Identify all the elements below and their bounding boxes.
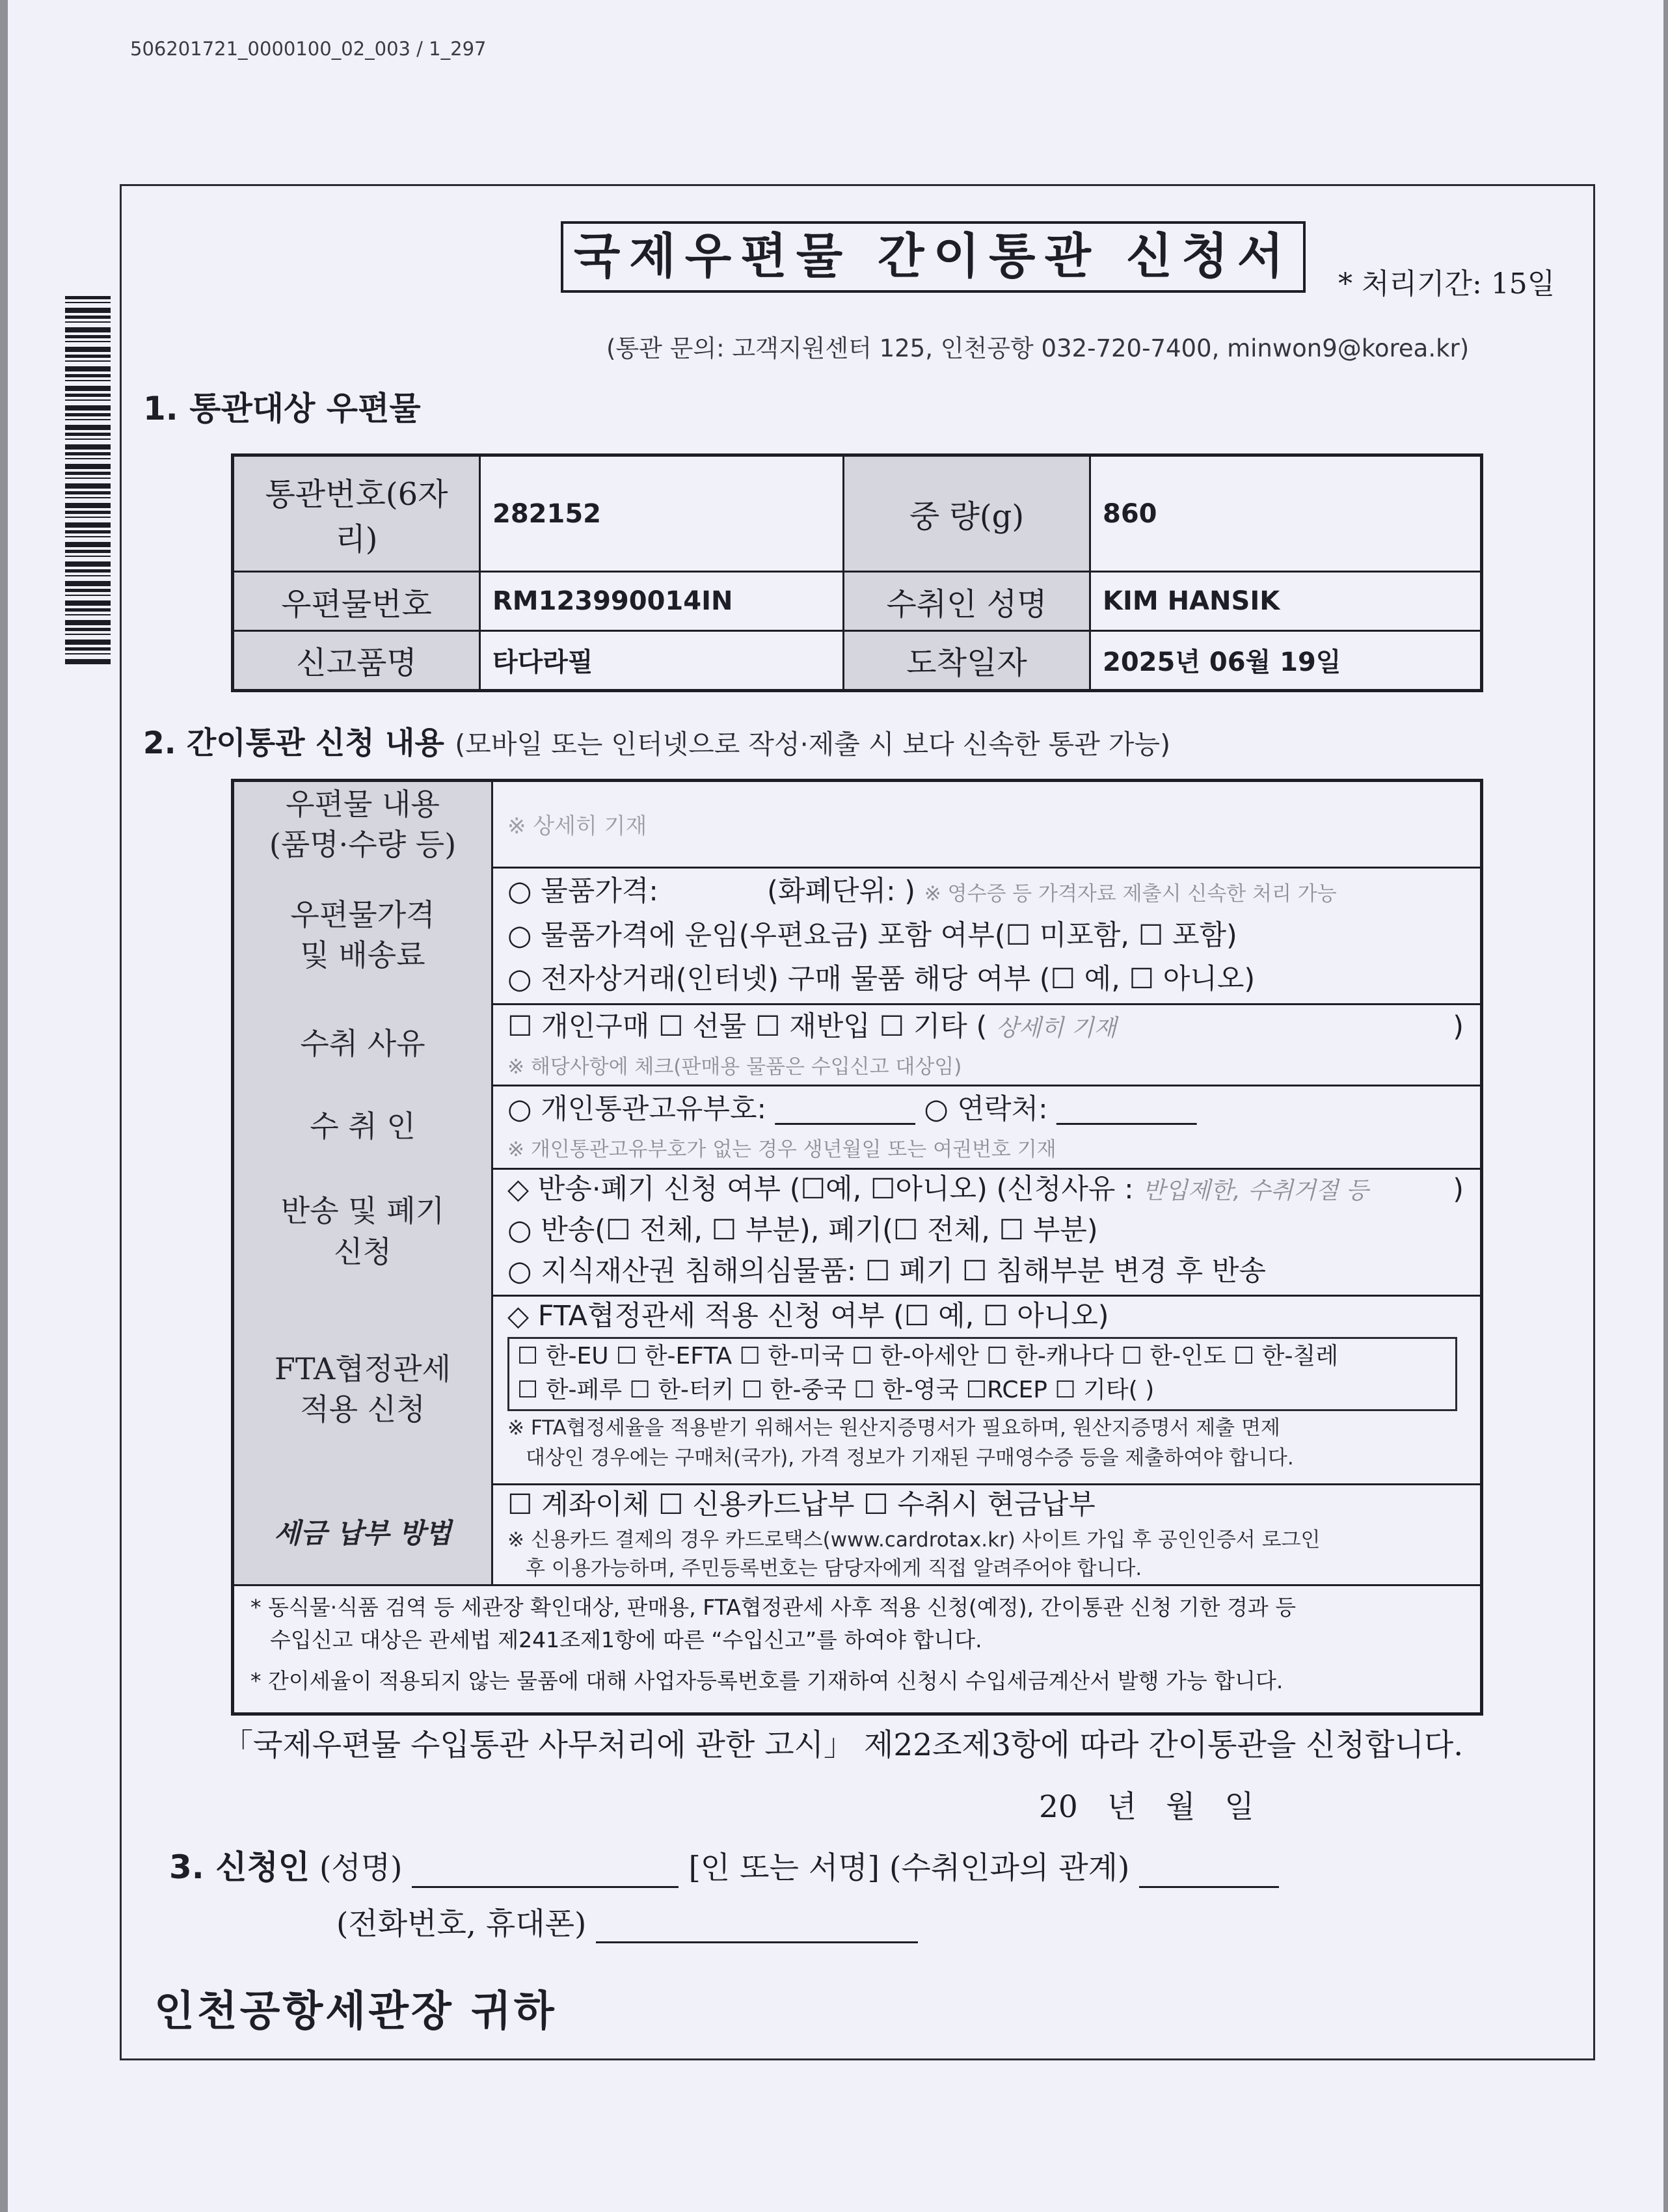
fta-request-option[interactable]: ◇ FTA협정관세 적용 신청 여부 (☐ 예, ☐ 아니오) (507, 1300, 1109, 1332)
fta-label: FTA협정관세 적용 신청 (234, 1295, 493, 1483)
return-label: 반송 및 폐기 신청 (234, 1168, 493, 1295)
reason-hint: 상세히 기재 (995, 1015, 1117, 1042)
table-row (233, 572, 1482, 631)
item-name-label: 신고품명 (233, 630, 480, 690)
return-row (234, 1168, 1480, 1297)
sign-label: [인 또는 서명] (688, 1850, 880, 1886)
name-field[interactable] (412, 1854, 679, 1888)
fta-countries-row1[interactable]: ☐ 한-EU ☐ 한-EFTA ☐ 한-미국 ☐ 한-아세안 ☐ 한-캐나다 ☐ 한-인도 ☐ 한-칠레 (517, 1343, 1339, 1369)
reason-note: ※ 해당사항에 체크(판매용 물품은 수입신고 대상임) (507, 1055, 962, 1079)
relation-field[interactable] (1139, 1854, 1279, 1888)
tax-row (234, 1483, 1480, 1586)
recipient-field[interactable] (507, 1085, 1464, 1168)
fta-field[interactable] (507, 1295, 1464, 1483)
price-row (234, 867, 1480, 1005)
tax-field[interactable] (507, 1483, 1464, 1584)
contents-field[interactable] (507, 782, 1464, 867)
application-date: 20 년 월 일 (1039, 1789, 1254, 1825)
tax-note2: 후 이용가능하며, 주민등록번호는 담당자에게 직접 알려주어야 합니다. (526, 1557, 1142, 1580)
tax-note1: ※ 신용카드 결제의 경우 카드로택스(www.cardrotax.kr) 사이트 가입 후 공인인증서 로그인 (507, 1528, 1321, 1552)
shipping-included-option[interactable]: ○ 물품가격에 운임(우편요금) 포함 여부(☐ 미포함, ☐ 포함) (507, 919, 1237, 952)
mail-number-value: RM123990014IN (480, 572, 844, 631)
fta-note1: ※ FTA협정세율을 적용받기 위해서는 원산지증명서가 필요하며, 원산지증명서 제출 면제 (507, 1416, 1280, 1440)
reason-label: 수취 사유 (234, 1003, 493, 1085)
currency-label: (화폐단위: ) (767, 875, 916, 908)
recipient-row (234, 1085, 1480, 1170)
section2-heading (143, 719, 1170, 762)
tax-label: 세금 납부 방법 (234, 1483, 493, 1584)
return-disposal-options[interactable]: ○ 반송(☐ 전체, ☐ 부분), 폐기(☐ 전체, ☐ 부분) (507, 1214, 1098, 1247)
section2-title: 2. 간이통관 신청 내용 (143, 725, 444, 761)
processing-period: * 처리기간: 15일 (1338, 267, 1555, 301)
section3-heading: 3. 신청인 (169, 1848, 310, 1886)
arrival-date-label: 도착일자 (844, 630, 1090, 690)
reason-field[interactable]: ☐ 개인구매 ☐ 선물 ☐ 재반입 ☐ 기타 ( 상세히 기재 ) ※ 해당사항에 체크(판매용 물품은 수입신고 대상임) (507, 1003, 1464, 1085)
addressee: 인천공항세관장 귀하 (154, 1988, 557, 2036)
price-label: 우편물가격 및 배송료 (234, 867, 493, 1003)
section2-note: (모바일 또는 인터넷으로 작성·제출 시 보다 신속한 통관 가능) (455, 729, 1171, 760)
contents-label: 우편물 내용 (품명·수량 등) (234, 782, 493, 867)
phone-line (336, 1900, 918, 1943)
item-price-label: ○ 물품가격: (507, 875, 658, 908)
fta-country-box (507, 1337, 1457, 1411)
contents-placeholder: ※ 상세히 기재 (507, 813, 647, 839)
price-field[interactable] (507, 867, 1464, 1003)
table-row (233, 455, 1482, 572)
weight-label: 중 량(g) (844, 455, 1090, 572)
mail-number-label: 우편물번호 (233, 572, 480, 631)
return-request-option[interactable]: ◇ 반송·폐기 신청 여부 (☐예, ☐아니오) (신청사유 : (507, 1173, 1134, 1206)
document-id: 506201721_0000100_02_003 / 1_297 (130, 38, 487, 60)
contents-row (234, 782, 1480, 869)
footnote3: * 간이세율이 적용되지 않는 물품에 대해 사업자등록번호를 기재하여 신청시 수입세금계산서 발행 가능 합니다. (250, 1668, 1284, 1693)
footnotes-row (234, 1584, 1480, 1716)
recipient-note: ※ 개인통관고유부호가 없는 경우 생년월일 또는 여권번호 기재 (507, 1138, 1056, 1161)
declaration: 「국제우편물 수입통관 사무처리에 관한 고시」 제22조제3항에 따라 간이통관을 신청합니다. (222, 1727, 1464, 1763)
fta-countries-row2[interactable]: ☐ 한-페루 ☐ 한-터키 ☐ 한-중국 ☐ 한-영국 ☐RCEP ☐ 기타( ) (517, 1377, 1155, 1403)
return-hint: 반입제한, 수취거절 등 (1142, 1178, 1369, 1204)
fta-row (234, 1295, 1480, 1485)
reason-row (234, 1003, 1480, 1086)
recipient-name-label: 수취인 성명 (844, 572, 1090, 631)
ip-infringement-options[interactable]: ○ 지식재산권 침해의심물품: ☐ 폐기 ☐ 침해부분 변경 후 반송 (507, 1255, 1266, 1288)
section1-heading: 1. 통관대상 우편물 (143, 390, 421, 427)
footnote1: * 동식물·식품 검역 등 세관장 확인대상, 판매용, FTA협정관세 사후 적용 신청(예정), 간이통관 신청 기한 경과 등 (250, 1595, 1297, 1620)
barcode (65, 296, 111, 667)
recipient-label: 수 취 인 (234, 1085, 493, 1168)
name-label: (성명) (319, 1850, 403, 1886)
ecommerce-option[interactable]: ○ 전자상거래(인터넷) 구매 물품 해당 여부 (☐ 예, ☐ 아니오) (507, 963, 1256, 995)
table-row (233, 630, 1482, 690)
fta-note2: 대상인 경우에는 구매처(국가), 가격 정보가 기재된 구매영수증 등을 제출하여야 합니다. (526, 1446, 1294, 1470)
form-title: 국제우편물 간이통관 신청서 (561, 221, 1306, 293)
customs-code-and-contact[interactable]: ○ 개인통관고유부호: __________ ○ 연락처: __________ (507, 1093, 1197, 1126)
form-paper (8, 0, 1663, 2212)
tax-payment-options[interactable]: ☐ 계좌이체 ☐ 신용카드납부 ☐ 수취시 현금납부 (507, 1489, 1096, 1521)
phone-label: (전화번호, 휴대폰) (336, 1906, 587, 1942)
customs-number-label: 통관번호(6자리) (233, 455, 480, 572)
applicant-line (169, 1841, 1279, 1888)
arrival-date-value: 2025년 06월 19일 (1090, 630, 1482, 690)
contact-info: (통관 문의: 고객지원센터 125, 인천공항 032-720-7400, minwon9@korea.kr) (606, 334, 1470, 362)
recipient-name-value: KIM HANSIK (1090, 572, 1482, 631)
mail-info-table (231, 453, 1483, 692)
return-field[interactable]: ◇ 반송·폐기 신청 여부 (☐예, ☐아니오) (신청사유 : 반입제한, 수취거절 등 ) ○ 반송(☐ 전체, ☐ 부분), 폐기(☐ 전체, ☐ 부분) ○ 지식재산권 침해의심물품: ☐ 폐기 ☐ 침해부분 변경 후 반송 (507, 1168, 1464, 1295)
weight-value: 860 (1090, 455, 1482, 572)
footnote2: 수입신고 대상은 관세법 제241조제1항에 따른 “수입신고”를 하여야 합니다. (270, 1627, 982, 1652)
customs-number-value: 282152 (480, 455, 844, 572)
reason-options[interactable]: ☐ 개인구매 ☐ 선물 ☐ 재반입 ☐ 기타 ( (507, 1010, 988, 1043)
relation-label: (수취인과의 관계) (889, 1850, 1130, 1886)
application-table (231, 779, 1483, 1716)
price-note: ※ 영수증 등 가격자료 제출시 신속한 처리 가능 (924, 882, 1337, 906)
item-name-value: 타다라필 (480, 630, 844, 690)
phone-field[interactable] (596, 1909, 918, 1943)
